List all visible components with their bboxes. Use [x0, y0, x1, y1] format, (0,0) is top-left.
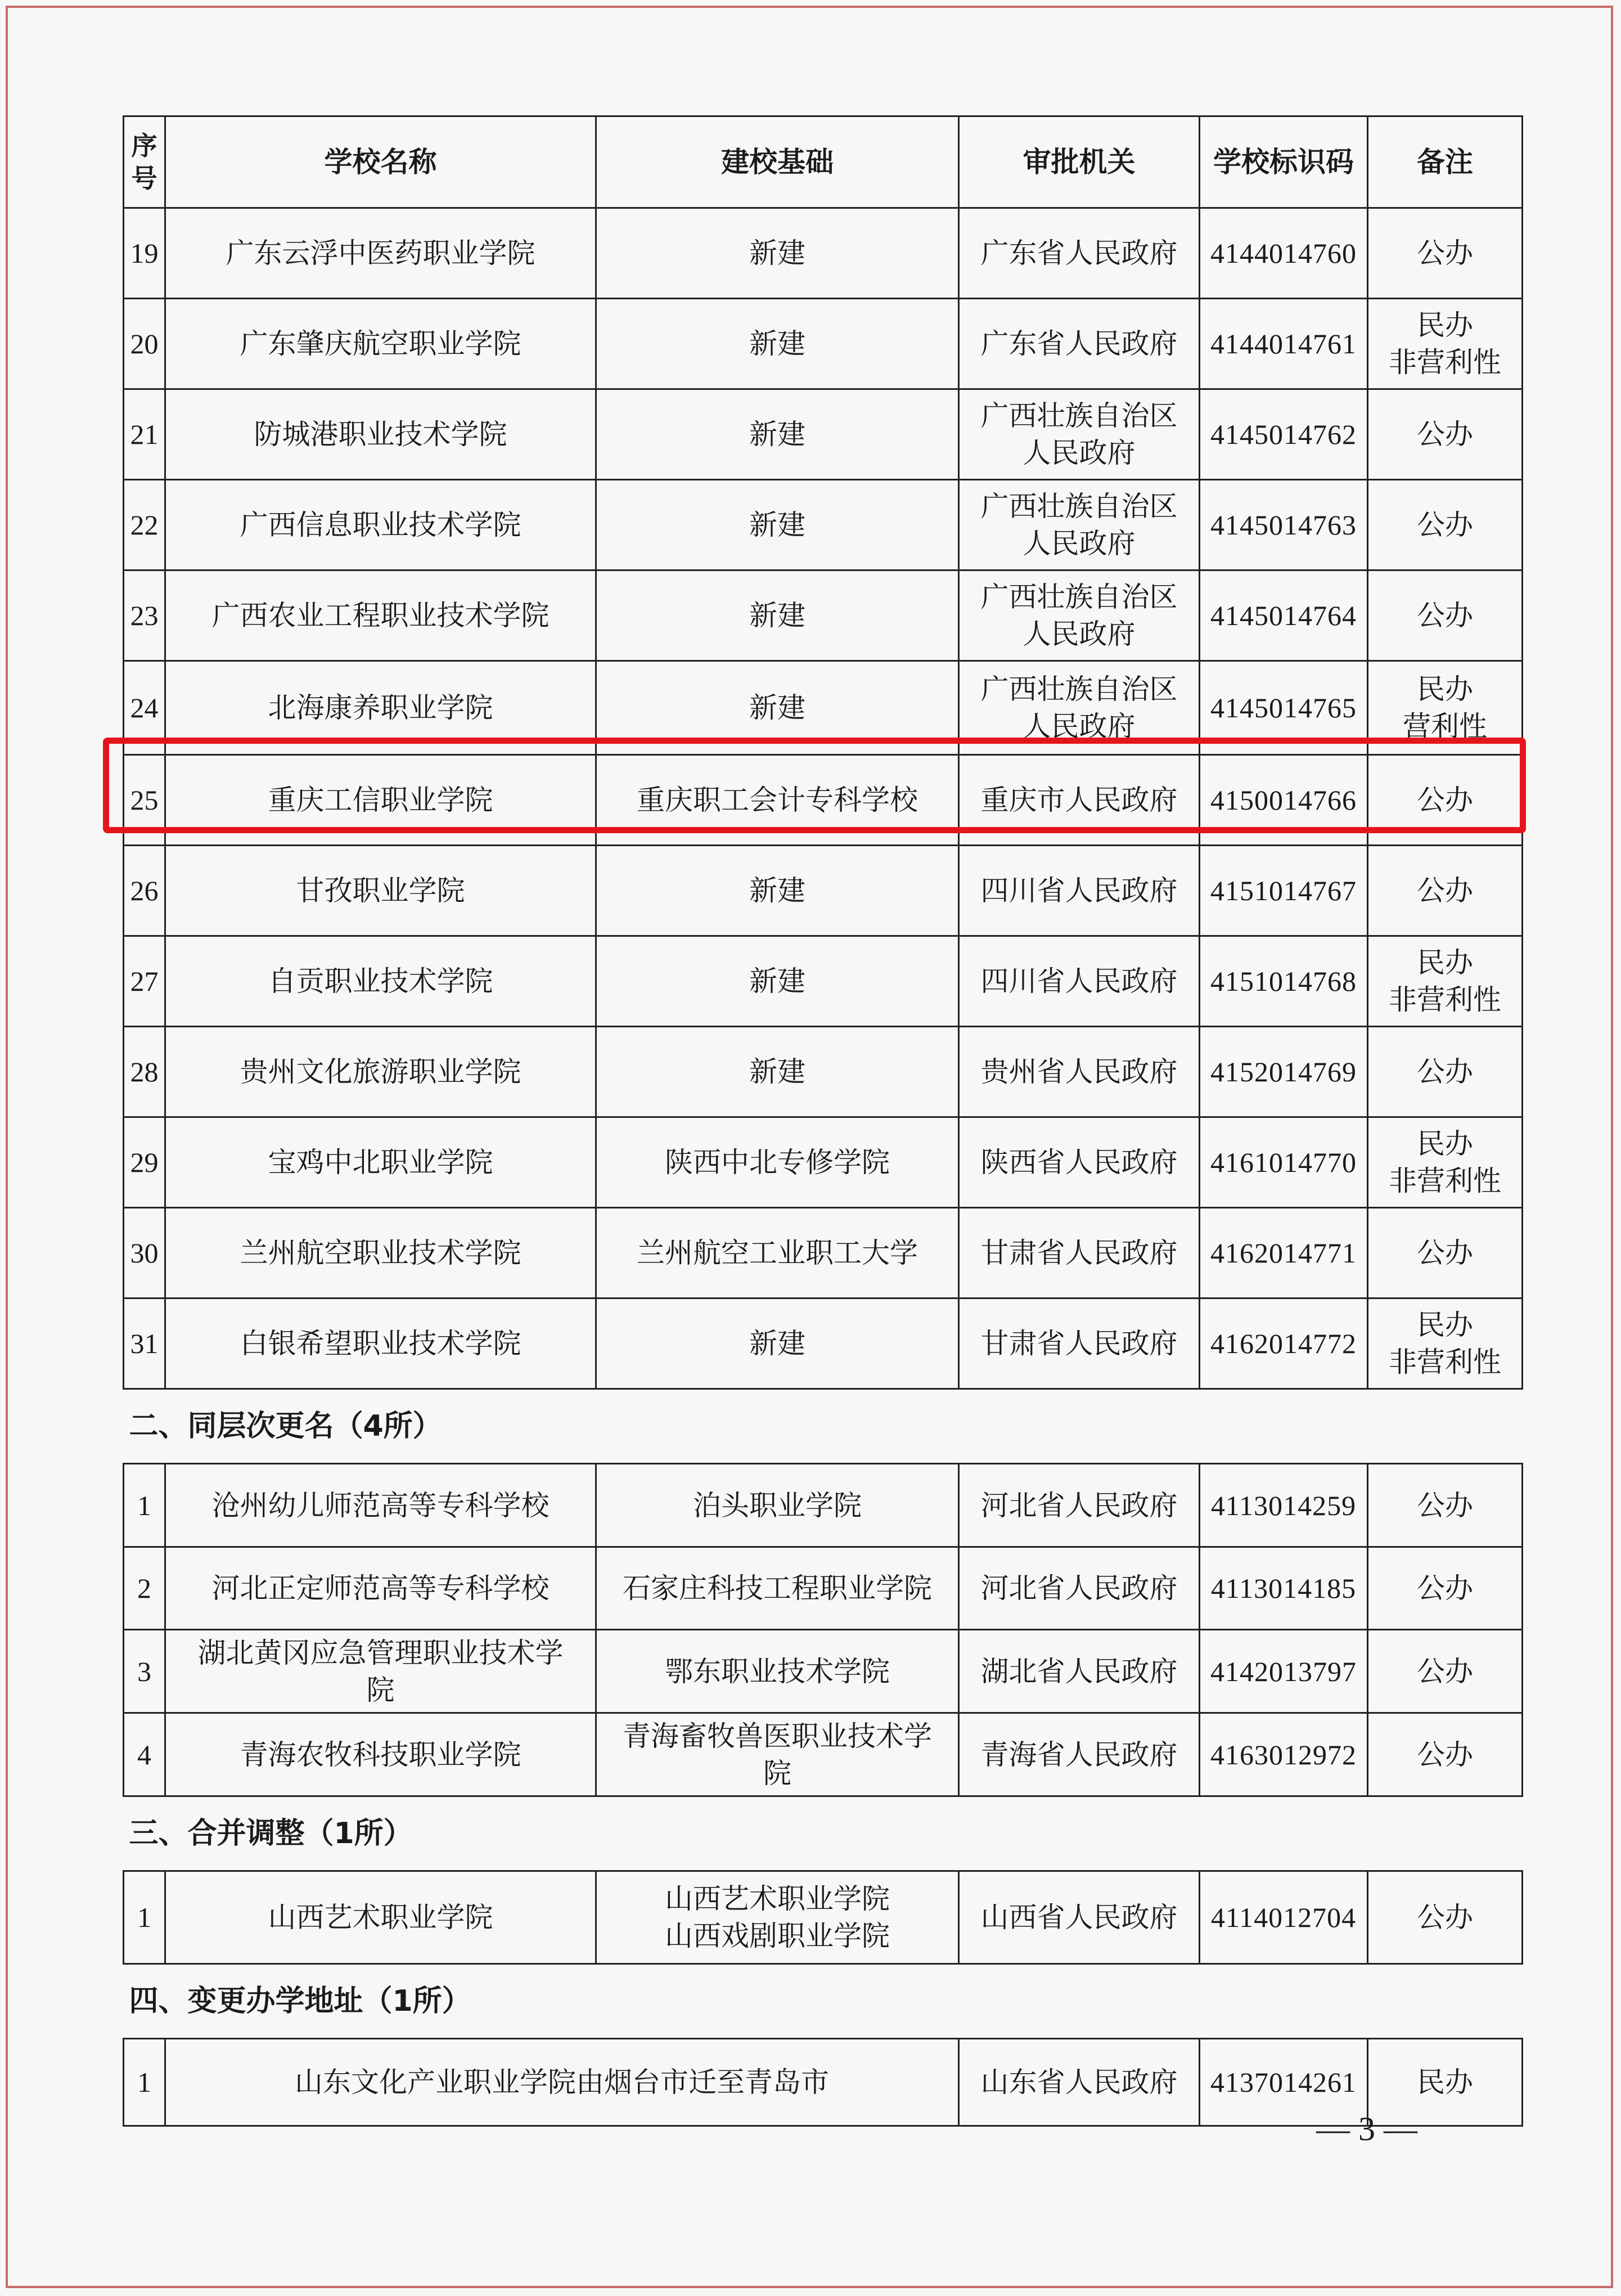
basis-cell: 兰州航空工业职工大学 — [596, 1208, 959, 1298]
section-heading-row — [124, 1964, 1523, 2039]
row-seq: 19 — [124, 208, 165, 299]
basis-cell: 新建 — [596, 208, 959, 299]
row-seq: 24 — [124, 661, 165, 755]
basis-cell: 泊头职业学院 — [596, 1464, 959, 1547]
authority-cell: 广西壮族自治区 人民政府 — [959, 570, 1200, 661]
school-code-cell: 4145014762 — [1200, 389, 1368, 480]
school-name-cell: 贵州文化旅游职业学院 — [165, 1027, 596, 1117]
relocation-content-cell: 山东文化产业职业学院由烟台市迁至青岛市 — [165, 2039, 959, 2126]
basis-cell: 新建 — [596, 570, 959, 661]
school-code-cell: 4152014769 — [1200, 1027, 1368, 1117]
table-row — [124, 1547, 1523, 1630]
table-row — [124, 570, 1523, 661]
school-code-cell: 4151014768 — [1200, 936, 1368, 1027]
basis-cell: 鄂东职业技术学院 — [596, 1630, 959, 1713]
note-cell: 公办 — [1368, 1208, 1523, 1298]
row-seq: 1 — [124, 2039, 165, 2126]
row-seq: 3 — [124, 1630, 165, 1713]
table-row — [124, 1464, 1523, 1547]
row-seq: 21 — [124, 389, 165, 480]
basis-cell: 新建 — [596, 480, 959, 570]
note-cell: 民办 — [1368, 2039, 1523, 2126]
note-cell: 民办 非营利性 — [1368, 1298, 1523, 1389]
authority-cell: 广西壮族自治区 人民政府 — [959, 389, 1200, 480]
school-name-cell: 青海农牧科技职业学院 — [165, 1713, 596, 1796]
authority-cell: 甘肃省人民政府 — [959, 1298, 1200, 1389]
row-seq: 28 — [124, 1027, 165, 1117]
note-cell: 公办 — [1368, 1630, 1523, 1713]
note-cell: 公办 — [1368, 1871, 1523, 1964]
school-code-cell: 4114012704 — [1200, 1871, 1368, 1964]
school-name-cell: 山西艺术职业学院 — [165, 1871, 596, 1964]
table-row — [124, 389, 1523, 480]
header-authority: 审批机关 — [959, 116, 1200, 208]
school-code-cell: 4151014767 — [1200, 846, 1368, 936]
note-cell: 公办 — [1368, 1547, 1523, 1630]
note-cell: 民办 营利性 — [1368, 661, 1523, 755]
school-name-cell: 沧州幼儿师范高等专科学校 — [165, 1464, 596, 1547]
note-cell: 公办 — [1368, 208, 1523, 299]
table-row — [124, 1871, 1523, 1964]
school-code-cell: 4163012972 — [1200, 1713, 1368, 1796]
school-name-cell: 白银希望职业技术学院 — [165, 1298, 596, 1389]
header-basis: 建校基础 — [596, 116, 959, 208]
authority-cell: 四川省人民政府 — [959, 936, 1200, 1027]
school-code-cell: 4142013797 — [1200, 1630, 1368, 1713]
basis-cell: 新建 — [596, 389, 959, 480]
basis-cell: 石家庄科技工程职业学院 — [596, 1547, 959, 1630]
authority-cell: 河北省人民政府 — [959, 1464, 1200, 1547]
table-row — [124, 846, 1523, 936]
basis-cell: 青海畜牧兽医职业技术学 院 — [596, 1713, 959, 1796]
note-cell: 民办 非营利性 — [1368, 936, 1523, 1027]
basis-cell: 新建 — [596, 846, 959, 936]
note-cell: 公办 — [1368, 846, 1523, 936]
section-heading-row — [124, 1389, 1523, 1464]
authority-cell: 甘肃省人民政府 — [959, 1208, 1200, 1298]
note-cell: 民办 非营利性 — [1368, 299, 1523, 389]
school-name-cell: 北海康养职业学院 — [165, 661, 596, 755]
basis-cell: 新建 — [596, 299, 959, 389]
header-name: 学校名称 — [165, 116, 596, 208]
table-row — [124, 1630, 1523, 1713]
note-cell: 公办 — [1368, 755, 1523, 846]
row-seq: 1 — [124, 1871, 165, 1964]
school-code-cell: 4113014185 — [1200, 1547, 1368, 1630]
row-seq: 20 — [124, 299, 165, 389]
note-cell: 公办 — [1368, 1027, 1523, 1117]
school-code-cell: 4150014766 — [1200, 755, 1368, 846]
authority-cell: 山东省人民政府 — [959, 2039, 1200, 2126]
document-page — [123, 115, 1521, 2127]
authority-cell: 陕西省人民政府 — [959, 1117, 1200, 1208]
row-seq: 2 — [124, 1547, 165, 1630]
school-code-cell: 4113014259 — [1200, 1464, 1368, 1547]
table-row — [124, 1117, 1523, 1208]
table-row — [124, 299, 1523, 389]
section-heading: 四、变更办学地址（1所） — [124, 1964, 1523, 2039]
table-row — [124, 208, 1523, 299]
row-seq: 4 — [124, 1713, 165, 1796]
table-row — [124, 1208, 1523, 1298]
row-seq: 31 — [124, 1298, 165, 1389]
school-code-cell: 4145014765 — [1200, 661, 1368, 755]
authority-cell: 贵州省人民政府 — [959, 1027, 1200, 1117]
school-name-cell: 广东肇庆航空职业学院 — [165, 299, 596, 389]
note-cell: 民办 非营利性 — [1368, 1117, 1523, 1208]
row-seq: 30 — [124, 1208, 165, 1298]
school-name-cell: 广东云浮中医药职业学院 — [165, 208, 596, 299]
table-row — [124, 936, 1523, 1027]
row-seq: 26 — [124, 846, 165, 936]
row-seq: 22 — [124, 480, 165, 570]
section-heading: 二、同层次更名（4所） — [124, 1389, 1523, 1464]
row-seq: 29 — [124, 1117, 165, 1208]
authority-cell: 广西壮族自治区 人民政府 — [959, 480, 1200, 570]
basis-cell: 新建 — [596, 1027, 959, 1117]
table-row — [124, 1298, 1523, 1389]
school-name-cell: 重庆工信职业学院 — [165, 755, 596, 846]
header-code: 学校标识码 — [1200, 116, 1368, 208]
section-heading: 三、合并调整（1所） — [124, 1796, 1523, 1871]
authority-cell: 湖北省人民政府 — [959, 1630, 1200, 1713]
table-row — [124, 755, 1523, 846]
section-heading-row — [124, 1796, 1523, 1871]
row-seq: 23 — [124, 570, 165, 661]
basis-cell: 新建 — [596, 936, 959, 1027]
row-seq: 27 — [124, 936, 165, 1027]
school-code-cell: 4145014763 — [1200, 480, 1368, 570]
authority-cell: 山西省人民政府 — [959, 1871, 1200, 1964]
school-code-cell: 4162014772 — [1200, 1298, 1368, 1389]
note-cell: 公办 — [1368, 1713, 1523, 1796]
note-cell: 公办 — [1368, 570, 1523, 661]
basis-cell: 山西艺术职业学院 山西戏剧职业学院 — [596, 1871, 959, 1964]
table-row — [124, 2039, 1523, 2126]
authority-cell: 广东省人民政府 — [959, 208, 1200, 299]
basis-cell: 新建 — [596, 661, 959, 755]
authority-cell: 广西壮族自治区 人民政府 — [959, 661, 1200, 755]
authority-cell: 广东省人民政府 — [959, 299, 1200, 389]
school-code-cell: 4162014771 — [1200, 1208, 1368, 1298]
note-cell: 公办 — [1368, 1464, 1523, 1547]
note-cell: 公办 — [1368, 480, 1523, 570]
school-name-cell: 兰州航空职业技术学院 — [165, 1208, 596, 1298]
authority-cell: 重庆市人民政府 — [959, 755, 1200, 846]
school-name-cell: 湖北黄冈应急管理职业技术学 院 — [165, 1630, 596, 1713]
school-code-cell: 4137014261 — [1200, 2039, 1368, 2126]
table-row — [124, 1027, 1523, 1117]
header-seq: 序号 — [124, 116, 165, 208]
basis-cell: 陕西中北专修学院 — [596, 1117, 959, 1208]
table-row — [124, 661, 1523, 755]
basis-cell: 新建 — [596, 1298, 959, 1389]
school-name-cell: 宝鸡中北职业学院 — [165, 1117, 596, 1208]
table-row — [124, 1713, 1523, 1796]
basis-cell: 重庆职工会计专科学校 — [596, 755, 959, 846]
row-seq: 1 — [124, 1464, 165, 1547]
authority-cell: 四川省人民政府 — [959, 846, 1200, 936]
school-code-cell: 4144014761 — [1200, 299, 1368, 389]
school-name-cell: 防城港职业技术学院 — [165, 389, 596, 480]
school-name-cell: 河北正定师范高等专科学校 — [165, 1547, 596, 1630]
school-name-cell: 广西农业工程职业技术学院 — [165, 570, 596, 661]
school-table-body — [124, 116, 1523, 2126]
row-seq: 25 — [124, 755, 165, 846]
page-number: — 3 — — [1316, 2110, 1417, 2147]
table-row — [124, 480, 1523, 570]
header-note: 备注 — [1368, 116, 1523, 208]
table-header-row — [124, 116, 1523, 208]
note-cell: 公办 — [1368, 389, 1523, 480]
school-name-cell: 自贡职业技术学院 — [165, 936, 596, 1027]
school-name-cell: 广西信息职业技术学院 — [165, 480, 596, 570]
school-code-cell: 4145014764 — [1200, 570, 1368, 661]
school-code-cell: 4144014760 — [1200, 208, 1368, 299]
authority-cell: 青海省人民政府 — [959, 1713, 1200, 1796]
authority-cell: 河北省人民政府 — [959, 1547, 1200, 1630]
school-name-cell: 甘孜职业学院 — [165, 846, 596, 936]
school-table — [123, 115, 1523, 2127]
school-code-cell: 4161014770 — [1200, 1117, 1368, 1208]
